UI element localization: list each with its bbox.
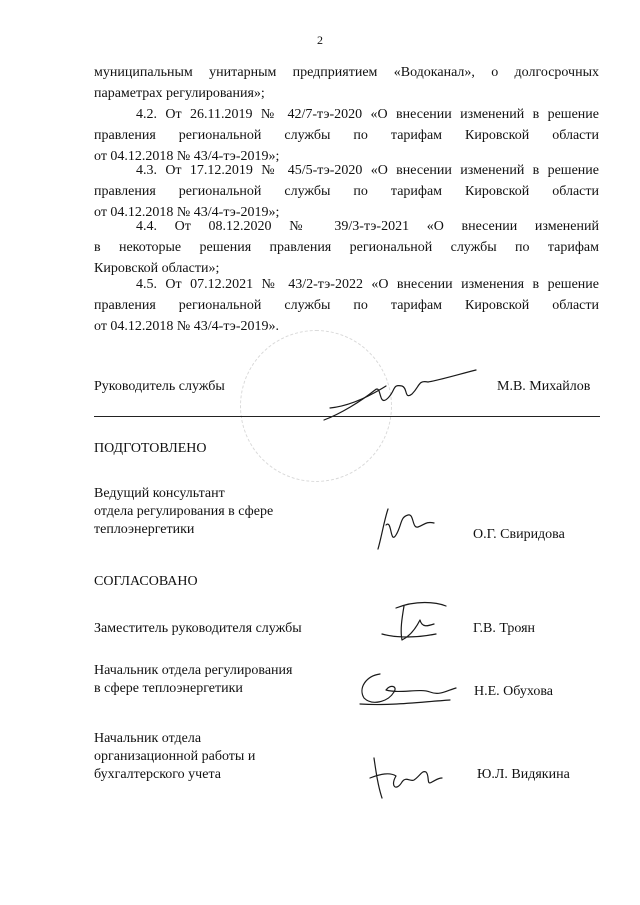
text-line: 4.2. От 26.11.2019 № 42/7-тэ-2020 «О внесении изменений в решение: [136, 107, 599, 122]
text-line: от 04.12.2018 № 43/4-тэ-2019».: [94, 319, 279, 334]
list-item-4-4: [94, 216, 599, 279]
head-signature-image: [320, 368, 480, 428]
list-item-4-2: [94, 104, 599, 167]
position-line: Начальник отдела: [94, 731, 202, 746]
text-line: правления региональной службы по тарифам Кировской области: [94, 184, 599, 199]
intro-paragraph: [94, 62, 599, 104]
text-line: Кировской области»;: [94, 261, 220, 276]
head-position: Руководитель службы: [94, 379, 225, 394]
position-line: Ведущий консультант: [94, 486, 225, 501]
text-line: правления региональной службы по тарифам Кировской области: [94, 128, 599, 143]
position-line: бухгалтерского учета: [94, 767, 221, 782]
prepared-name: О.Г. Свиридова: [473, 527, 565, 542]
text-line: в некоторые решения правления региональной службы по тарифам: [94, 240, 599, 255]
divider-line: [94, 416, 600, 417]
text-line: параметрах регулирования»;: [94, 86, 265, 101]
signer-2-signature-image: [350, 666, 460, 712]
signer-3-name: Ю.Л. Видякина: [477, 767, 570, 782]
signer-1-signature-image: [376, 598, 456, 646]
text-line: от 04.12.2018 № 43/4-тэ-2019»;: [94, 149, 280, 164]
text-line: правления региональной службы по тарифам Кировской области: [94, 298, 599, 313]
signer-2-position: [94, 662, 292, 698]
signer-1-position: Заместитель руководителя службы: [94, 621, 302, 636]
text-line: 4.3. От 17.12.2019 № 45/5-тэ-2020 «О внесении изменений в решение: [136, 163, 599, 178]
list-item-4-5: [94, 274, 599, 337]
position-line: Начальник отдела регулирования: [94, 663, 293, 678]
position-line: теплоэнергетики: [94, 522, 195, 537]
position-line: отдела регулирования в сфере: [94, 504, 274, 519]
position-line: организационной работы и: [94, 749, 256, 764]
agreed-heading: СОГЛАСОВАНО: [94, 574, 198, 589]
signer-3-position: [94, 730, 255, 784]
text-line: 4.4. От 08.12.2020 № 39/3-тэ-2021 «О внесении изменений: [136, 219, 599, 234]
prepared-signature-image: [372, 505, 452, 555]
text-line: от 04.12.2018 № 43/4-тэ-2019»;: [94, 205, 280, 220]
text-line: 4.5. От 07.12.2021 № 43/2-тэ-2022 «О внесении изменения в решение: [136, 277, 599, 292]
position-line: в сфере теплоэнергетики: [94, 681, 243, 696]
signer-3-signature-image: [366, 752, 446, 802]
text-line: муниципальным унитарным предприятием «Водоканал», о долгосрочных: [94, 65, 599, 80]
prepared-heading: ПОДГОТОВЛЕНО: [94, 441, 207, 456]
head-name: М.В. Михайлов: [497, 379, 591, 394]
list-item-4-3: [94, 160, 599, 223]
page-number: 2: [317, 33, 323, 47]
signer-1-name: Г.В. Троян: [473, 621, 536, 636]
prepared-position: [94, 485, 273, 539]
signer-2-name: Н.Е. Обухова: [474, 684, 553, 699]
